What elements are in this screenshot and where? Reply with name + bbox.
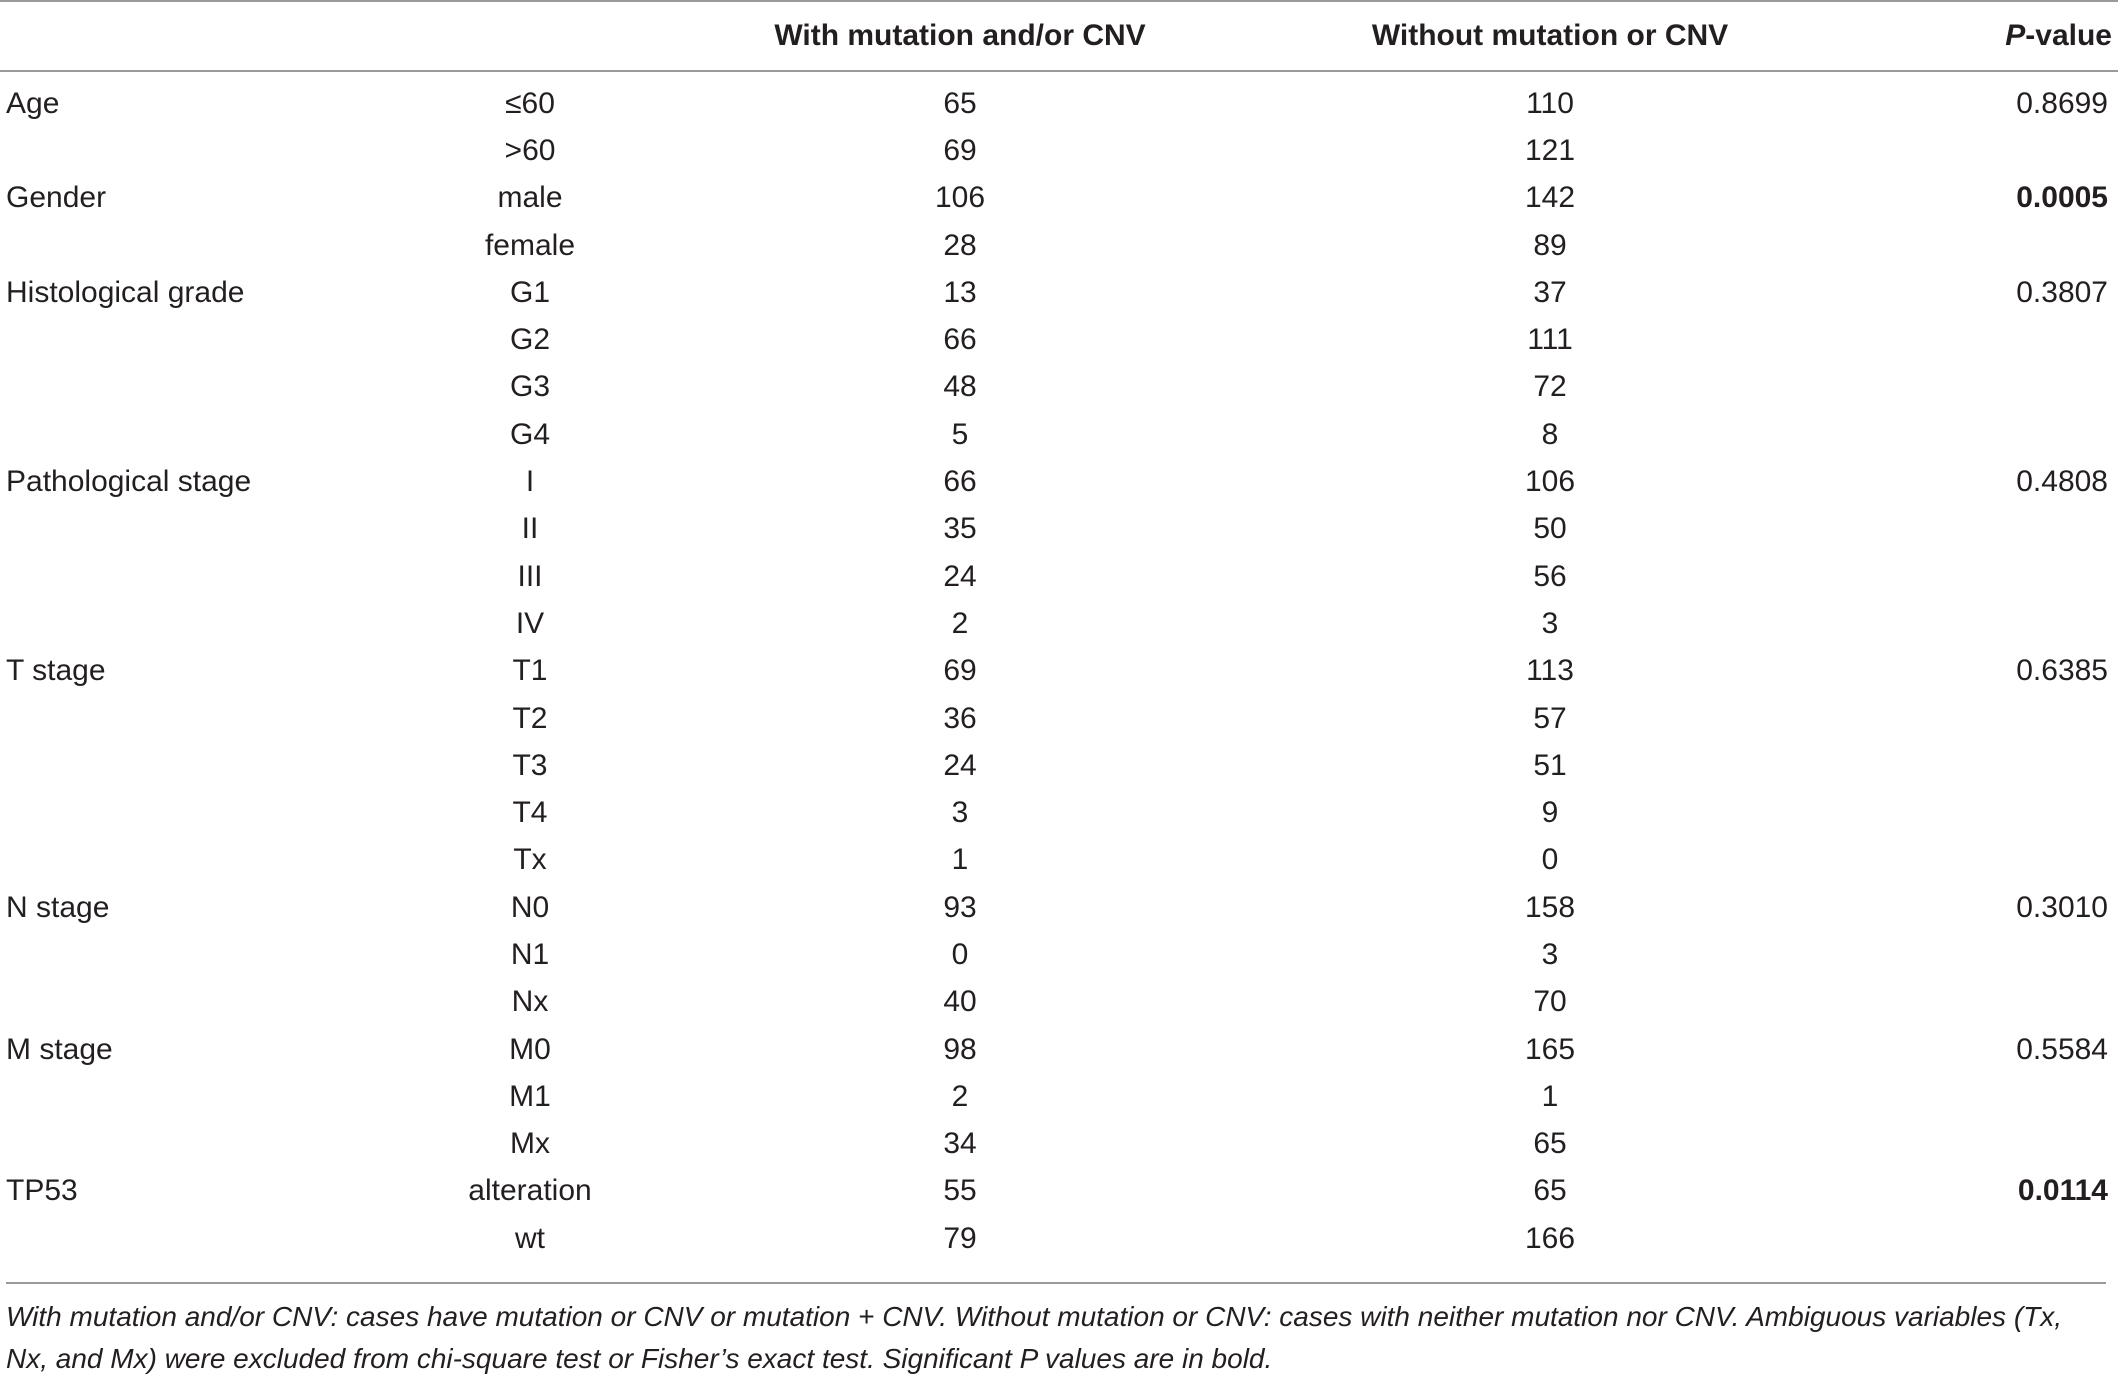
header-p-rest: -value: [2025, 19, 2112, 52]
cell-with-mutation: 69: [943, 133, 977, 167]
cell-variable: TP53: [6, 1174, 78, 1208]
cell-p-value: [1840, 1073, 2118, 1120]
table-row: [0, 979, 2118, 1026]
table-row: [0, 316, 2118, 363]
table-row: [0, 458, 2118, 505]
table-row: [0, 648, 2118, 695]
cell-without-mutation: 106: [1524, 465, 1576, 499]
table-row: [0, 1026, 2118, 1073]
cell-category: female: [484, 228, 576, 262]
cell-category: M0: [509, 1032, 551, 1066]
cell-variable: [0, 506, 400, 553]
table-row: [0, 742, 2118, 789]
cell-category: G2: [509, 323, 551, 357]
table-header: [0, 1, 2118, 71]
cell-p-value: [1840, 222, 2118, 269]
cell-category: N1: [510, 937, 550, 971]
cell-category: ≤60: [505, 86, 555, 120]
cell-without-mutation: 65: [1533, 1127, 1567, 1161]
cell-p-value: 0.6385: [2016, 654, 2108, 688]
cell-with-mutation: 2: [951, 606, 969, 640]
cell-category: II: [521, 512, 539, 546]
cell-with-mutation: 66: [943, 465, 977, 499]
cell-with-mutation: 93: [943, 890, 977, 924]
cell-p-value: [1840, 789, 2118, 836]
table-row: [0, 411, 2118, 458]
cell-p-value: [1840, 979, 2118, 1026]
cell-p-value: 0.0114: [2017, 1174, 2108, 1208]
cell-category: >60: [504, 133, 556, 167]
table-row: [0, 506, 2118, 553]
cell-variable: [0, 600, 400, 647]
cell-without-mutation: 3: [1541, 937, 1559, 971]
header-category: [400, 1, 660, 71]
cell-with-mutation: 24: [943, 748, 977, 782]
cell-without-mutation: 111: [1527, 323, 1573, 357]
cell-with-mutation: 34: [943, 1127, 977, 1161]
footnote-line-1: With mutation and/or CNV: cases have mutation or CNV or mutation + CNV. Without mutation or CNV: cases with neither mutation nor CNV. Ambiguous variables (Tx,: [6, 1301, 2063, 1332]
table-footnote: [6, 1282, 2106, 1380]
table-row: [0, 837, 2118, 884]
cell-p-value: [1840, 695, 2118, 742]
table-row: [0, 789, 2118, 836]
cell-without-mutation: 158: [1524, 890, 1576, 924]
cell-without-mutation: 1: [1541, 1079, 1559, 1113]
cell-variable: Gender: [6, 181, 107, 215]
cell-without-mutation: 89: [1533, 228, 1567, 262]
cell-p-value: [1840, 127, 2118, 174]
table-row: [0, 269, 2118, 316]
cell-variable: [0, 1215, 400, 1272]
cell-p-value: [1840, 600, 2118, 647]
cell-variable: [0, 316, 400, 363]
cell-category: T3: [512, 748, 548, 782]
cell-without-mutation: 142: [1524, 181, 1576, 215]
cell-p-value: [1840, 837, 2118, 884]
cell-with-mutation: 69: [943, 654, 977, 688]
table-row: [0, 175, 2118, 222]
cell-category: Nx: [511, 985, 549, 1019]
cell-without-mutation: 0: [1541, 843, 1559, 877]
cell-variable: N stage: [6, 890, 110, 924]
cell-category: III: [517, 559, 543, 593]
cell-variable: [0, 695, 400, 742]
table-row: [0, 127, 2118, 174]
cell-category: Mx: [510, 1127, 550, 1161]
table-row: [0, 1215, 2118, 1272]
cell-variable: T stage: [6, 654, 106, 688]
cell-variable: [0, 222, 400, 269]
table-row: [0, 884, 2118, 931]
table-row: [0, 931, 2118, 978]
cell-without-mutation: 8: [1541, 417, 1559, 451]
cell-category: IV: [515, 606, 545, 640]
cell-variable: [0, 1121, 400, 1168]
cell-category: T4: [512, 796, 548, 830]
cell-with-mutation: 0: [951, 937, 969, 971]
table-row: [0, 222, 2118, 269]
cell-variable: [0, 1073, 400, 1120]
cell-p-value: [1840, 411, 2118, 458]
cell-with-mutation: 98: [943, 1032, 977, 1066]
cell-category: Tx: [513, 843, 547, 877]
cell-without-mutation: 9: [1541, 796, 1559, 830]
cell-with-mutation: 2: [951, 1079, 969, 1113]
header-with-mutation: With mutation and/or CNV: [660, 1, 1260, 71]
cell-with-mutation: 48: [943, 370, 977, 404]
cell-p-value: [1840, 1215, 2118, 1272]
cell-variable: [0, 127, 400, 174]
cell-without-mutation: 121: [1524, 133, 1576, 167]
cell-without-mutation: 110: [1526, 86, 1574, 120]
cell-p-value: 0.4808: [2016, 465, 2108, 499]
cell-with-mutation: 55: [943, 1174, 977, 1208]
header-without-mutation: Without mutation or CNV: [1260, 1, 1840, 71]
cell-variable: Pathological stage: [6, 465, 252, 499]
cell-variable: Age: [6, 86, 60, 120]
cell-with-mutation: 24: [943, 559, 977, 593]
cell-category: M1: [509, 1079, 551, 1113]
cell-category: N0: [510, 890, 550, 924]
cell-p-value: 0.8699: [2016, 86, 2108, 120]
cell-with-mutation: 1: [951, 843, 969, 877]
cell-without-mutation: 56: [1533, 559, 1567, 593]
cell-with-mutation: 79: [943, 1221, 977, 1255]
cell-with-mutation: 5: [951, 417, 969, 451]
cell-p-value: 0.3807: [2016, 275, 2108, 309]
cell-with-mutation: 13: [943, 275, 977, 309]
cell-p-value: [1840, 316, 2118, 363]
cell-category: male: [497, 181, 563, 215]
cell-p-value: [1840, 1121, 2118, 1168]
table-row: [0, 1073, 2118, 1120]
cell-without-mutation: 65: [1533, 1174, 1567, 1208]
cell-with-mutation: 65: [943, 86, 977, 120]
header-p-italic: P: [2005, 19, 2026, 52]
cell-category: I: [525, 465, 535, 499]
cell-variable: [0, 742, 400, 789]
cell-variable: [0, 789, 400, 836]
cell-category: T2: [512, 701, 548, 735]
cell-p-value: [1840, 553, 2118, 600]
cell-without-mutation: 50: [1533, 512, 1567, 546]
cell-category: wt: [515, 1221, 545, 1255]
header-variable: [0, 1, 400, 71]
cell-with-mutation: 36: [943, 701, 977, 735]
cell-with-mutation: 35: [943, 512, 977, 546]
cell-variable: Histological grade: [6, 275, 245, 309]
cell-without-mutation: 165: [1524, 1032, 1576, 1066]
cell-p-value: [1840, 742, 2118, 789]
header-row: [0, 1, 2118, 71]
table-row: [0, 71, 2118, 127]
cell-without-mutation: 72: [1533, 370, 1567, 404]
table-row: [0, 1121, 2118, 1168]
cell-category: G3: [509, 370, 551, 404]
cell-p-value: 0.5584: [2016, 1032, 2108, 1066]
cell-without-mutation: 70: [1533, 985, 1567, 1019]
cell-p-value: [1840, 364, 2118, 411]
cell-variable: [0, 553, 400, 600]
cell-p-value: 0.0005: [2016, 181, 2108, 215]
cell-p-value: [1840, 506, 2118, 553]
header-p-value: [1840, 1, 2118, 71]
cell-with-mutation: 40: [943, 985, 977, 1019]
cell-without-mutation: 166: [1524, 1221, 1576, 1255]
cell-p-value: [1840, 931, 2118, 978]
table-row: [0, 553, 2118, 600]
cell-variable: [0, 979, 400, 1026]
cell-without-mutation: 37: [1533, 275, 1567, 309]
cell-variable: [0, 364, 400, 411]
cell-category: alteration: [468, 1174, 592, 1208]
cell-without-mutation: 51: [1533, 748, 1567, 782]
footnote-line-2: Nx, and Mx) were excluded from chi-square test or Fisher’s exact test. Significant P values are in bold.: [6, 1343, 1273, 1374]
cell-category: T1: [512, 654, 548, 688]
cell-variable: [0, 931, 400, 978]
table-body: [0, 71, 2118, 1272]
cell-with-mutation: 28: [943, 228, 977, 262]
cell-without-mutation: 3: [1541, 606, 1559, 640]
table-row: [0, 695, 2118, 742]
cell-without-mutation: 113: [1526, 654, 1574, 688]
cell-without-mutation: 57: [1533, 701, 1567, 735]
table-row: [0, 364, 2118, 411]
cell-category: G4: [509, 417, 551, 451]
table-row: [0, 600, 2118, 647]
cell-with-mutation: 106: [934, 181, 986, 215]
cell-variable: [0, 411, 400, 458]
cell-p-value: 0.3010: [2016, 890, 2108, 924]
cell-variable: M stage: [6, 1032, 113, 1066]
cell-category: G1: [509, 275, 551, 309]
table-row: [0, 1168, 2118, 1215]
cell-with-mutation: 3: [951, 796, 969, 830]
cell-variable: [0, 837, 400, 884]
cell-with-mutation: 66: [943, 323, 977, 357]
